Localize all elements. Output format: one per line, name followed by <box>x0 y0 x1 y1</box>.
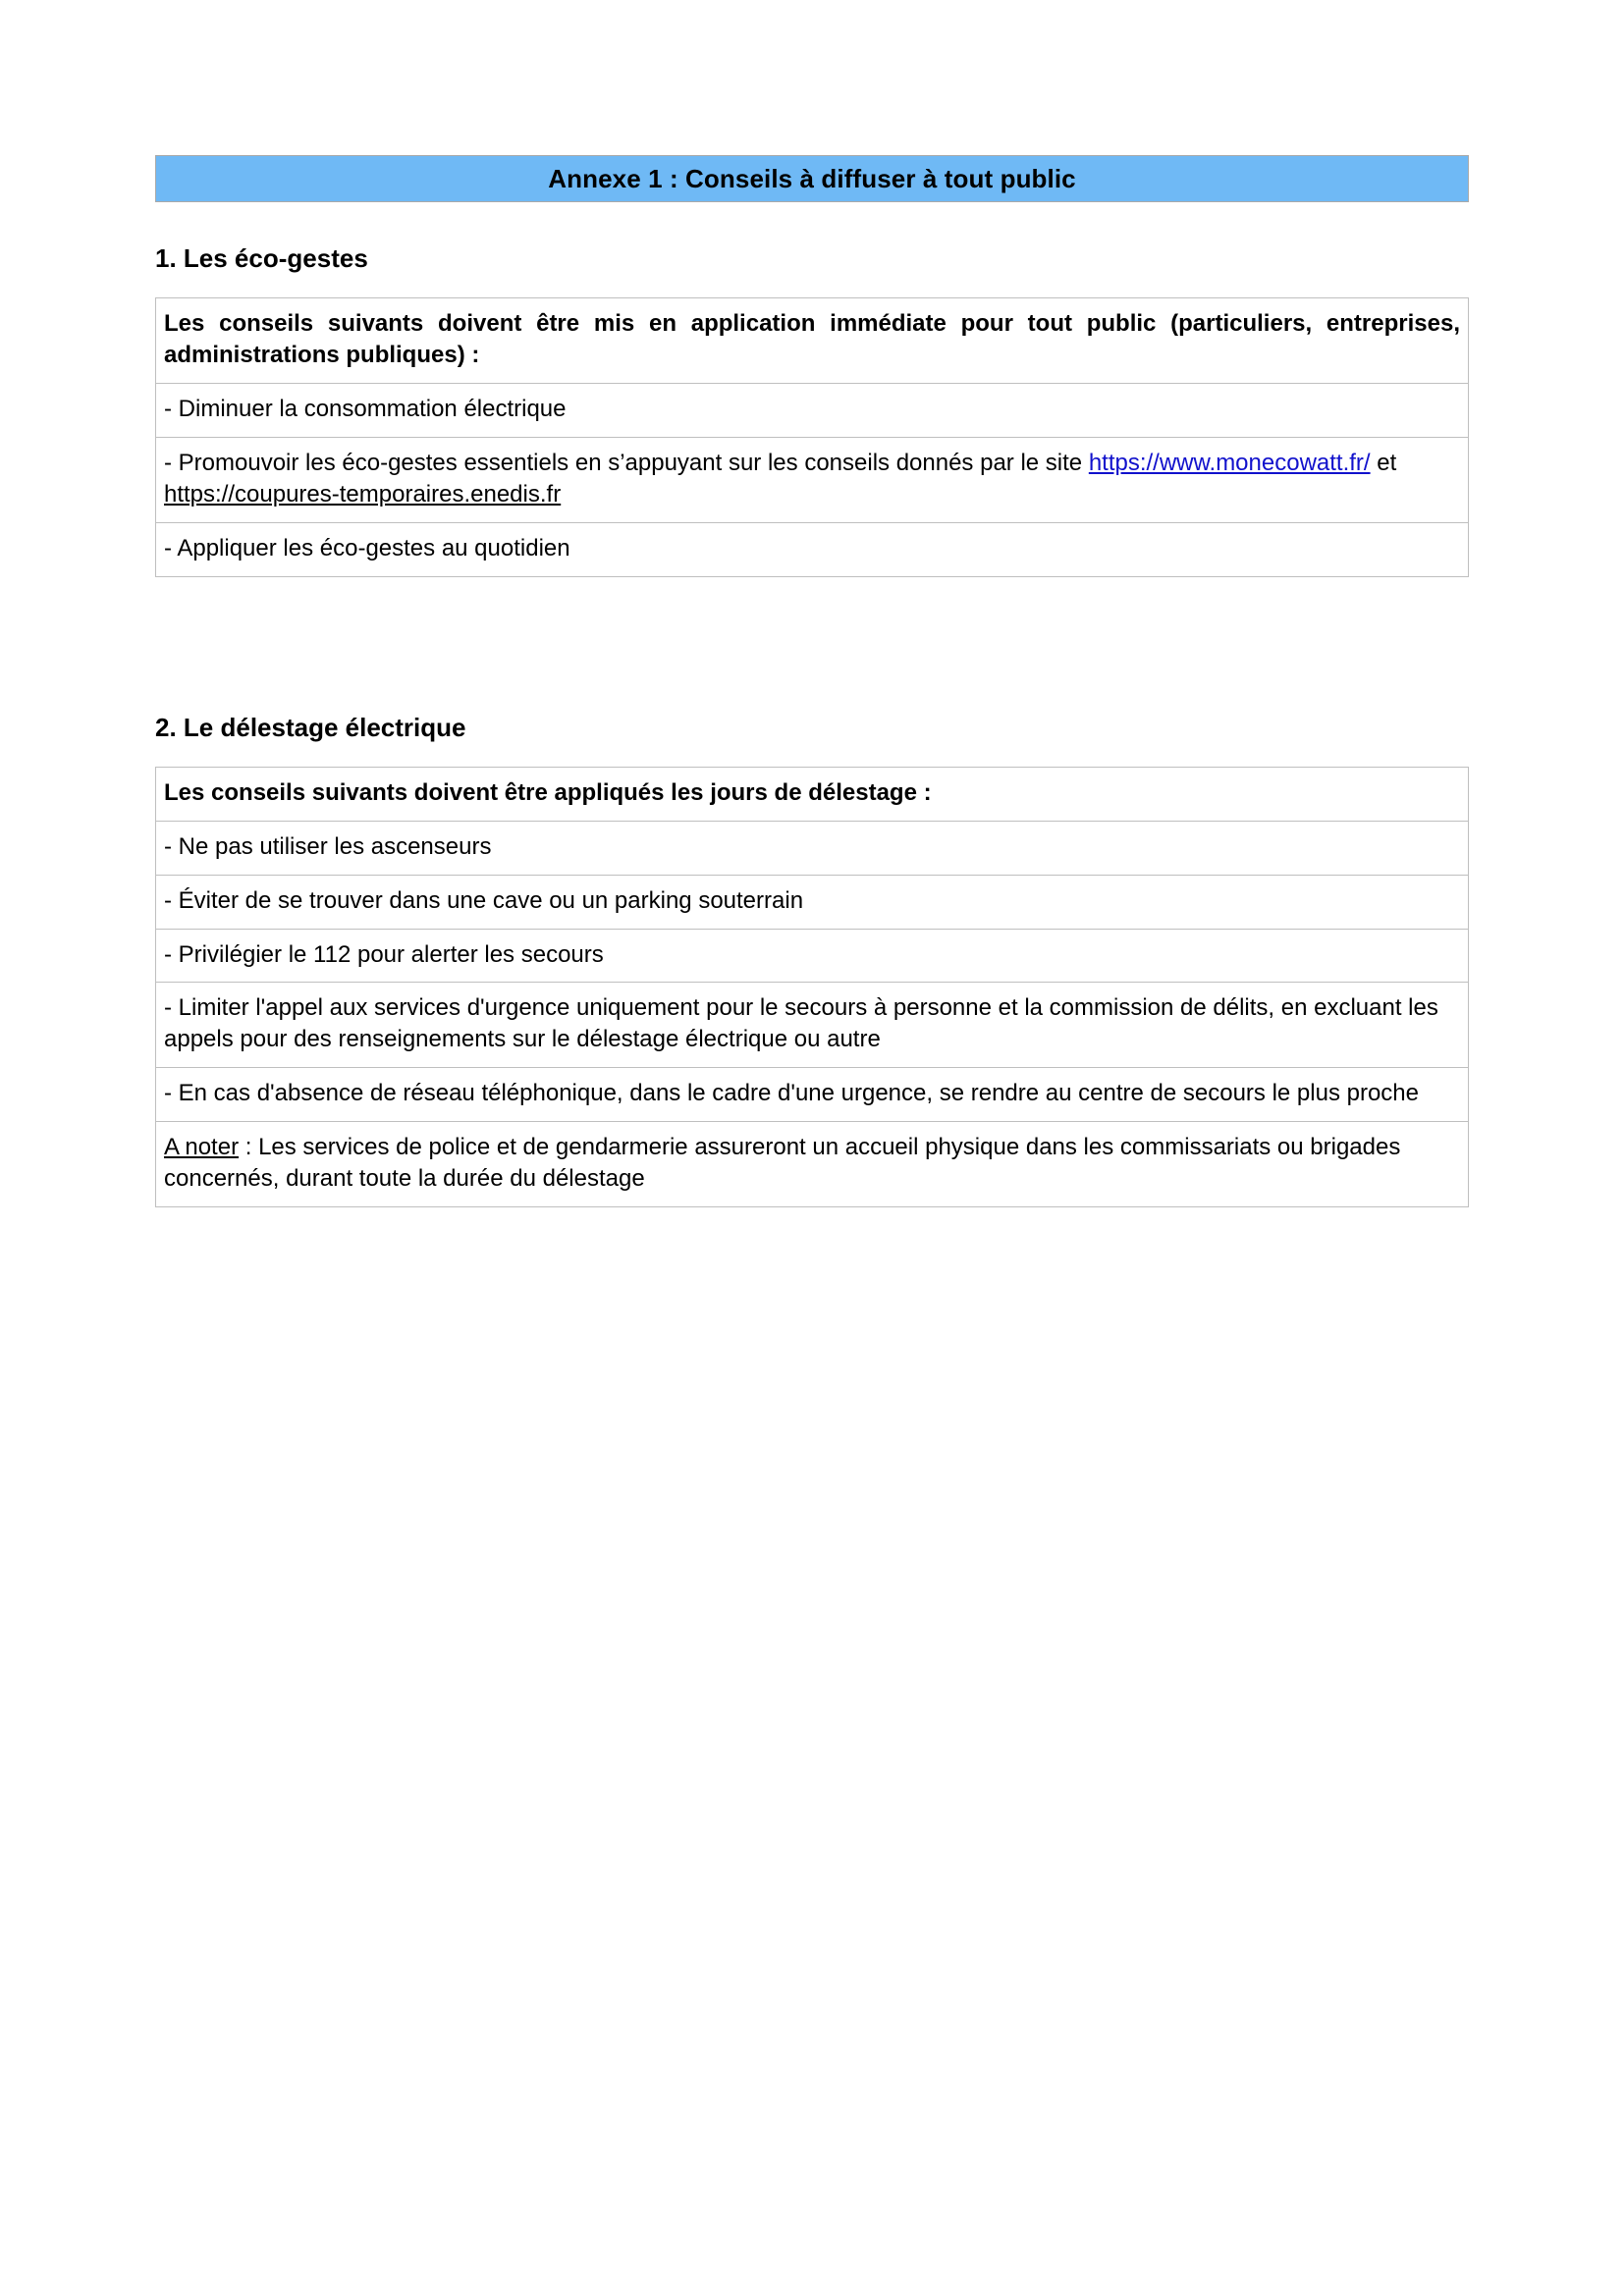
link-separator: et <box>1370 449 1397 476</box>
eco-gestes-row-2 <box>156 437 1469 522</box>
table-row <box>156 1122 1469 1207</box>
table-row <box>156 821 1469 875</box>
eco-gestes-table <box>155 297 1469 576</box>
eco-gestes-row-3: - Appliquer les éco-gestes au quotidien <box>156 522 1469 576</box>
eco-gestes-row-2-lead: - Promouvoir les éco-gestes essentiels en s’appuyant sur les conseils donnés par le site <box>164 449 1089 476</box>
section-heading-1: 1. Les éco-gestes <box>155 243 368 273</box>
delestage-row-1: - Ne pas utiliser les ascenseurs <box>156 821 1469 875</box>
table-row <box>156 384 1469 438</box>
eco-gestes-table-header: Les conseils suivants doivent être mis en application immédiate pour tout public (particuliers, entreprises, administrations publiques) : <box>156 298 1469 384</box>
section-heading-2: 2. Le délestage électrique <box>155 712 466 742</box>
delestage-row-note <box>156 1122 1469 1207</box>
delestage-row-3: - Privilégier le 112 pour alerter les secours <box>156 929 1469 983</box>
delestage-row-4: - Limiter l'appel aux services d'urgence uniquement pour le secours à personne et la commission de délits, en excluant les appels pour des renseignements sur le délestage électrique ou autre <box>156 983 1469 1068</box>
section-spacer <box>155 577 1469 671</box>
table-row <box>156 437 1469 522</box>
a-noter-body: : Les services de police et de gendarmerie assureront un accueil physique dans les commissariats ou brigades concernés, durant toute la durée du délestage <box>164 1134 1401 1193</box>
banner-title: Annexe 1 : Conseils à diffuser à tout public <box>548 164 1076 193</box>
table-row <box>156 522 1469 576</box>
a-noter-label: A noter <box>164 1134 240 1161</box>
monecowatt-link[interactable]: https://www.monecowatt.fr/ <box>1088 449 1371 476</box>
table-row <box>156 298 1469 384</box>
delestage-table-header: Les conseils suivants doivent être appliqués les jours de délestage : <box>156 767 1469 821</box>
table-row <box>156 767 1469 821</box>
eco-gestes-row-1: - Diminuer la consommation électrique <box>156 384 1469 438</box>
delestage-row-2: - Éviter de se trouver dans une cave ou un parking souterrain <box>156 875 1469 929</box>
coupures-temporaires-enedis-link[interactable]: https://coupures-temporaires.enedis.fr <box>164 480 562 507</box>
table-row <box>156 875 1469 929</box>
annexe-banner <box>155 155 1469 202</box>
delestage-table <box>155 767 1469 1207</box>
table-row <box>156 1068 1469 1122</box>
table-row <box>156 929 1469 983</box>
table-row <box>156 983 1469 1068</box>
document-content <box>155 0 1469 1207</box>
delestage-row-5: - En cas d'absence de réseau téléphonique, dans le cadre d'une urgence, se rendre au centre de secours le plus proche <box>156 1068 1469 1122</box>
